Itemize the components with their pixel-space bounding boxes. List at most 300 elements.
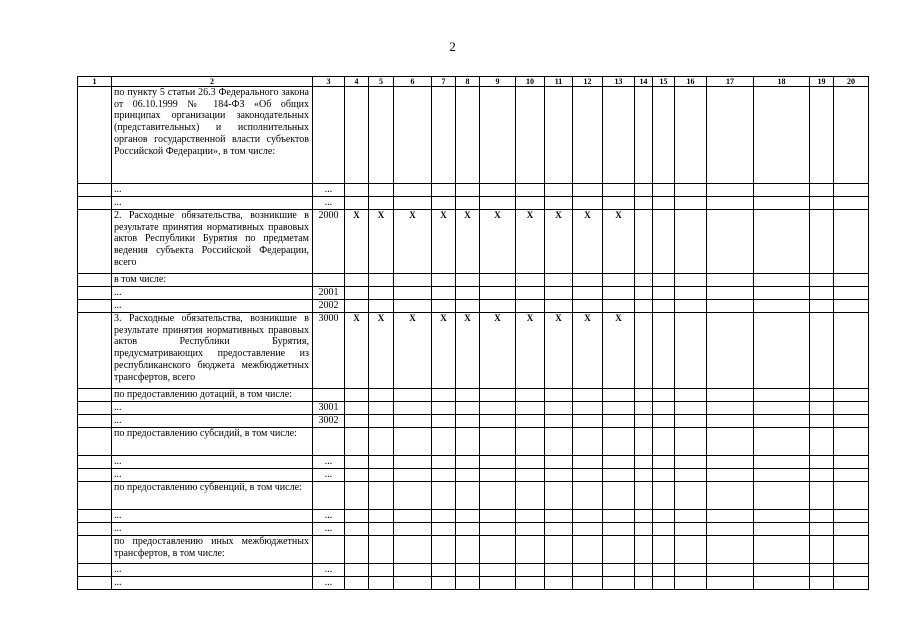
empty-cell	[707, 456, 754, 469]
empty-cell	[754, 210, 810, 274]
empty-cell	[834, 389, 869, 402]
empty-cell	[834, 523, 869, 536]
empty-cell	[653, 274, 675, 287]
empty-cell	[456, 197, 480, 210]
x-mark-cell: X	[369, 313, 394, 389]
empty-cell	[707, 564, 754, 577]
x-mark-cell: X	[369, 210, 394, 274]
empty-cell	[754, 469, 810, 482]
column-header-13: 13	[603, 77, 635, 87]
empty-cell	[573, 300, 603, 313]
column-header-8: 8	[456, 77, 480, 87]
empty-cell	[480, 197, 516, 210]
row-code: ...	[313, 456, 345, 469]
empty-cell	[754, 313, 810, 389]
row-description: ...	[112, 564, 313, 577]
empty-cell	[635, 577, 653, 590]
column-header-15: 15	[653, 77, 675, 87]
empty-cell	[653, 523, 675, 536]
empty-cell	[707, 300, 754, 313]
empty-cell	[603, 300, 635, 313]
empty-cell	[707, 287, 754, 300]
empty-cell	[653, 456, 675, 469]
empty-cell	[675, 287, 707, 300]
empty-cell	[516, 287, 545, 300]
x-mark-cell: X	[345, 313, 369, 389]
row-description: 2. Расходные обязательства, возникшие в результате принятия нормативных правовых актов Республики Бурятия по предметам ведения субъекта Российской Федерации, всего	[112, 210, 313, 274]
empty-cell	[834, 428, 869, 456]
empty-cell	[754, 274, 810, 287]
column-header-10: 10	[516, 77, 545, 87]
x-mark-cell: X	[345, 210, 369, 274]
empty-cell	[810, 389, 834, 402]
empty-cell	[369, 456, 394, 469]
empty-cell	[516, 428, 545, 456]
empty-cell	[516, 415, 545, 428]
empty-cell	[78, 428, 112, 456]
empty-cell	[480, 456, 516, 469]
empty-cell	[603, 197, 635, 210]
empty-cell	[635, 415, 653, 428]
empty-cell	[834, 197, 869, 210]
empty-cell	[635, 184, 653, 197]
empty-cell	[394, 389, 432, 402]
empty-cell	[603, 564, 635, 577]
empty-cell	[834, 482, 869, 510]
empty-cell	[675, 428, 707, 456]
empty-cell	[653, 87, 675, 184]
empty-cell	[754, 536, 810, 564]
empty-cell	[345, 510, 369, 523]
row-description: по предоставлению субсидий, в том числе:	[112, 428, 313, 456]
x-mark-cell: X	[432, 313, 456, 389]
empty-cell	[834, 87, 869, 184]
x-mark-cell: X	[603, 313, 635, 389]
empty-cell	[78, 300, 112, 313]
table-row	[78, 510, 869, 523]
empty-cell	[345, 274, 369, 287]
empty-cell	[394, 184, 432, 197]
empty-cell	[369, 536, 394, 564]
empty-cell	[573, 287, 603, 300]
empty-cell	[603, 510, 635, 523]
empty-cell	[707, 389, 754, 402]
row-code	[313, 87, 345, 184]
empty-cell	[78, 469, 112, 482]
empty-cell	[432, 184, 456, 197]
table-row	[78, 536, 869, 564]
empty-cell	[810, 300, 834, 313]
empty-cell	[432, 389, 456, 402]
empty-cell	[345, 536, 369, 564]
empty-cell	[456, 456, 480, 469]
table-row	[78, 415, 869, 428]
empty-cell	[456, 415, 480, 428]
empty-cell	[707, 523, 754, 536]
empty-cell	[456, 428, 480, 456]
empty-cell	[345, 523, 369, 536]
empty-cell	[369, 577, 394, 590]
empty-cell	[432, 523, 456, 536]
empty-cell	[653, 402, 675, 415]
empty-cell	[456, 523, 480, 536]
empty-cell	[545, 87, 573, 184]
x-mark-cell: X	[516, 313, 545, 389]
empty-cell	[603, 577, 635, 590]
empty-cell	[369, 287, 394, 300]
x-mark-cell: X	[545, 210, 573, 274]
table-row	[78, 313, 869, 389]
empty-cell	[480, 274, 516, 287]
empty-cell	[394, 482, 432, 510]
empty-cell	[480, 428, 516, 456]
empty-cell	[603, 415, 635, 428]
empty-cell	[432, 415, 456, 428]
empty-cell	[432, 536, 456, 564]
empty-cell	[834, 300, 869, 313]
empty-cell	[480, 523, 516, 536]
empty-cell	[345, 87, 369, 184]
row-code: ...	[313, 577, 345, 590]
row-description: ...	[112, 197, 313, 210]
empty-cell	[345, 564, 369, 577]
table-row	[78, 428, 869, 456]
empty-cell	[480, 469, 516, 482]
empty-cell	[603, 469, 635, 482]
empty-cell	[545, 577, 573, 590]
empty-cell	[516, 389, 545, 402]
empty-cell	[345, 415, 369, 428]
empty-cell	[545, 482, 573, 510]
empty-cell	[653, 536, 675, 564]
empty-cell	[573, 87, 603, 184]
empty-cell	[516, 564, 545, 577]
empty-cell	[603, 428, 635, 456]
empty-cell	[603, 482, 635, 510]
empty-cell	[573, 428, 603, 456]
x-mark-cell: X	[456, 210, 480, 274]
empty-cell	[432, 428, 456, 456]
empty-cell	[432, 510, 456, 523]
empty-cell	[754, 389, 810, 402]
empty-cell	[675, 510, 707, 523]
empty-cell	[635, 402, 653, 415]
empty-cell	[707, 402, 754, 415]
empty-cell	[432, 274, 456, 287]
row-description: ...	[112, 402, 313, 415]
empty-cell	[603, 402, 635, 415]
empty-cell	[675, 389, 707, 402]
empty-cell	[707, 482, 754, 510]
empty-cell	[573, 456, 603, 469]
table-row	[78, 482, 869, 510]
empty-cell	[394, 197, 432, 210]
empty-cell	[707, 87, 754, 184]
row-description: ...	[112, 184, 313, 197]
empty-cell	[456, 184, 480, 197]
row-code: 3002	[313, 415, 345, 428]
empty-cell	[345, 402, 369, 415]
empty-cell	[394, 564, 432, 577]
empty-cell	[369, 482, 394, 510]
empty-cell	[456, 564, 480, 577]
empty-cell	[707, 197, 754, 210]
empty-cell	[456, 87, 480, 184]
column-header-5: 5	[369, 77, 394, 87]
empty-cell	[573, 536, 603, 564]
empty-cell	[754, 577, 810, 590]
empty-cell	[834, 184, 869, 197]
column-header-20: 20	[834, 77, 869, 87]
empty-cell	[834, 287, 869, 300]
empty-cell	[78, 402, 112, 415]
empty-cell	[456, 510, 480, 523]
empty-cell	[432, 456, 456, 469]
row-description: ...	[112, 456, 313, 469]
empty-cell	[653, 469, 675, 482]
table-row	[78, 577, 869, 590]
empty-cell	[394, 523, 432, 536]
empty-cell	[456, 389, 480, 402]
empty-cell	[456, 287, 480, 300]
x-mark-cell: X	[603, 210, 635, 274]
table-row	[78, 184, 869, 197]
empty-cell	[603, 456, 635, 469]
empty-cell	[545, 402, 573, 415]
empty-cell	[345, 389, 369, 402]
empty-cell	[573, 389, 603, 402]
row-code: ...	[313, 184, 345, 197]
table-row	[78, 469, 869, 482]
empty-cell	[675, 523, 707, 536]
empty-cell	[834, 313, 869, 389]
empty-cell	[345, 197, 369, 210]
empty-cell	[78, 564, 112, 577]
empty-cell	[653, 428, 675, 456]
empty-cell	[707, 184, 754, 197]
empty-cell	[834, 577, 869, 590]
table-row	[78, 456, 869, 469]
empty-cell	[603, 87, 635, 184]
empty-cell	[516, 469, 545, 482]
empty-cell	[810, 523, 834, 536]
empty-cell	[456, 300, 480, 313]
empty-cell	[707, 536, 754, 564]
empty-cell	[653, 577, 675, 590]
row-description: ...	[112, 300, 313, 313]
empty-cell	[573, 184, 603, 197]
table-row	[78, 87, 869, 184]
empty-cell	[78, 415, 112, 428]
empty-cell	[635, 456, 653, 469]
empty-cell	[635, 523, 653, 536]
row-description: 3. Расходные обязательства, возникшие в результате принятия нормативных правовых актов Республики Бурятия, предусматривающих предоставление из республиканского бюджета межбюджетных трансфертов, всего	[112, 313, 313, 389]
empty-cell	[394, 287, 432, 300]
empty-cell	[516, 577, 545, 590]
row-code	[313, 274, 345, 287]
empty-cell	[456, 577, 480, 590]
empty-cell	[394, 428, 432, 456]
empty-cell	[432, 87, 456, 184]
table-row	[78, 523, 869, 536]
empty-cell	[78, 210, 112, 274]
empty-cell	[635, 428, 653, 456]
empty-cell	[675, 184, 707, 197]
empty-cell	[516, 274, 545, 287]
table-row	[78, 402, 869, 415]
empty-cell	[573, 274, 603, 287]
empty-cell	[345, 184, 369, 197]
empty-cell	[635, 300, 653, 313]
empty-cell	[345, 577, 369, 590]
empty-cell	[545, 389, 573, 402]
empty-cell	[78, 197, 112, 210]
row-description: ...	[112, 510, 313, 523]
empty-cell	[480, 184, 516, 197]
empty-cell	[810, 415, 834, 428]
empty-cell	[834, 510, 869, 523]
empty-cell	[810, 428, 834, 456]
table-row	[78, 564, 869, 577]
empty-cell	[545, 523, 573, 536]
row-description: по предоставлению субвенций, в том числе:	[112, 482, 313, 510]
empty-cell	[78, 456, 112, 469]
row-code: ...	[313, 510, 345, 523]
empty-cell	[78, 313, 112, 389]
x-mark-cell: X	[573, 313, 603, 389]
empty-cell	[810, 577, 834, 590]
empty-cell	[635, 313, 653, 389]
empty-cell	[653, 415, 675, 428]
column-header-16: 16	[675, 77, 707, 87]
row-description: по предоставлению иных межбюджетных трансфертов, в том числе:	[112, 536, 313, 564]
empty-cell	[369, 184, 394, 197]
empty-cell	[394, 402, 432, 415]
empty-cell	[545, 184, 573, 197]
empty-cell	[456, 274, 480, 287]
row-description: по предоставлению дотаций, в том числе:	[112, 389, 313, 402]
empty-cell	[456, 482, 480, 510]
empty-cell	[394, 469, 432, 482]
empty-cell	[810, 197, 834, 210]
empty-cell	[810, 469, 834, 482]
empty-cell	[810, 456, 834, 469]
column-header-7: 7	[432, 77, 456, 87]
empty-cell	[754, 523, 810, 536]
table-row	[78, 210, 869, 274]
x-mark-cell: X	[545, 313, 573, 389]
table-body	[78, 87, 869, 590]
empty-cell	[369, 469, 394, 482]
empty-cell	[675, 402, 707, 415]
empty-cell	[834, 415, 869, 428]
row-description: ...	[112, 523, 313, 536]
empty-cell	[754, 197, 810, 210]
empty-cell	[456, 402, 480, 415]
empty-cell	[545, 536, 573, 564]
table-row	[78, 287, 869, 300]
empty-cell	[635, 564, 653, 577]
empty-cell	[78, 87, 112, 184]
empty-cell	[707, 577, 754, 590]
row-code	[313, 428, 345, 456]
empty-cell	[635, 274, 653, 287]
empty-cell	[603, 274, 635, 287]
x-mark-cell: X	[480, 313, 516, 389]
row-code: 2002	[313, 300, 345, 313]
empty-cell	[754, 300, 810, 313]
empty-cell	[754, 510, 810, 523]
empty-cell	[345, 428, 369, 456]
empty-cell	[573, 469, 603, 482]
empty-cell	[573, 415, 603, 428]
empty-cell	[573, 510, 603, 523]
empty-cell	[516, 197, 545, 210]
empty-cell	[394, 87, 432, 184]
empty-cell	[810, 564, 834, 577]
empty-cell	[810, 210, 834, 274]
empty-cell	[653, 510, 675, 523]
empty-cell	[394, 456, 432, 469]
empty-cell	[635, 389, 653, 402]
table-row	[78, 197, 869, 210]
column-header-6: 6	[394, 77, 432, 87]
empty-cell	[635, 210, 653, 274]
empty-cell	[834, 536, 869, 564]
empty-cell	[345, 287, 369, 300]
empty-cell	[834, 456, 869, 469]
empty-cell	[675, 197, 707, 210]
empty-cell	[516, 456, 545, 469]
empty-cell	[675, 87, 707, 184]
empty-cell	[635, 197, 653, 210]
empty-cell	[545, 428, 573, 456]
empty-cell	[653, 389, 675, 402]
empty-cell	[635, 510, 653, 523]
empty-cell	[810, 287, 834, 300]
empty-cell	[516, 300, 545, 313]
empty-cell	[394, 536, 432, 564]
empty-cell	[369, 402, 394, 415]
row-code	[313, 389, 345, 402]
empty-cell	[432, 469, 456, 482]
empty-cell	[369, 523, 394, 536]
row-code: ...	[313, 523, 345, 536]
column-header-14: 14	[635, 77, 653, 87]
empty-cell	[810, 536, 834, 564]
empty-cell	[635, 87, 653, 184]
empty-cell	[675, 210, 707, 274]
empty-cell	[78, 523, 112, 536]
empty-cell	[456, 469, 480, 482]
row-description: ...	[112, 287, 313, 300]
empty-cell	[603, 536, 635, 564]
empty-cell	[480, 482, 516, 510]
empty-cell	[573, 564, 603, 577]
empty-cell	[480, 577, 516, 590]
empty-cell	[545, 274, 573, 287]
empty-cell	[78, 389, 112, 402]
empty-cell	[603, 287, 635, 300]
x-mark-cell: X	[432, 210, 456, 274]
empty-cell	[603, 184, 635, 197]
empty-cell	[432, 564, 456, 577]
row-code: 2001	[313, 287, 345, 300]
table-row	[78, 274, 869, 287]
empty-cell	[369, 415, 394, 428]
empty-cell	[369, 300, 394, 313]
empty-cell	[516, 184, 545, 197]
